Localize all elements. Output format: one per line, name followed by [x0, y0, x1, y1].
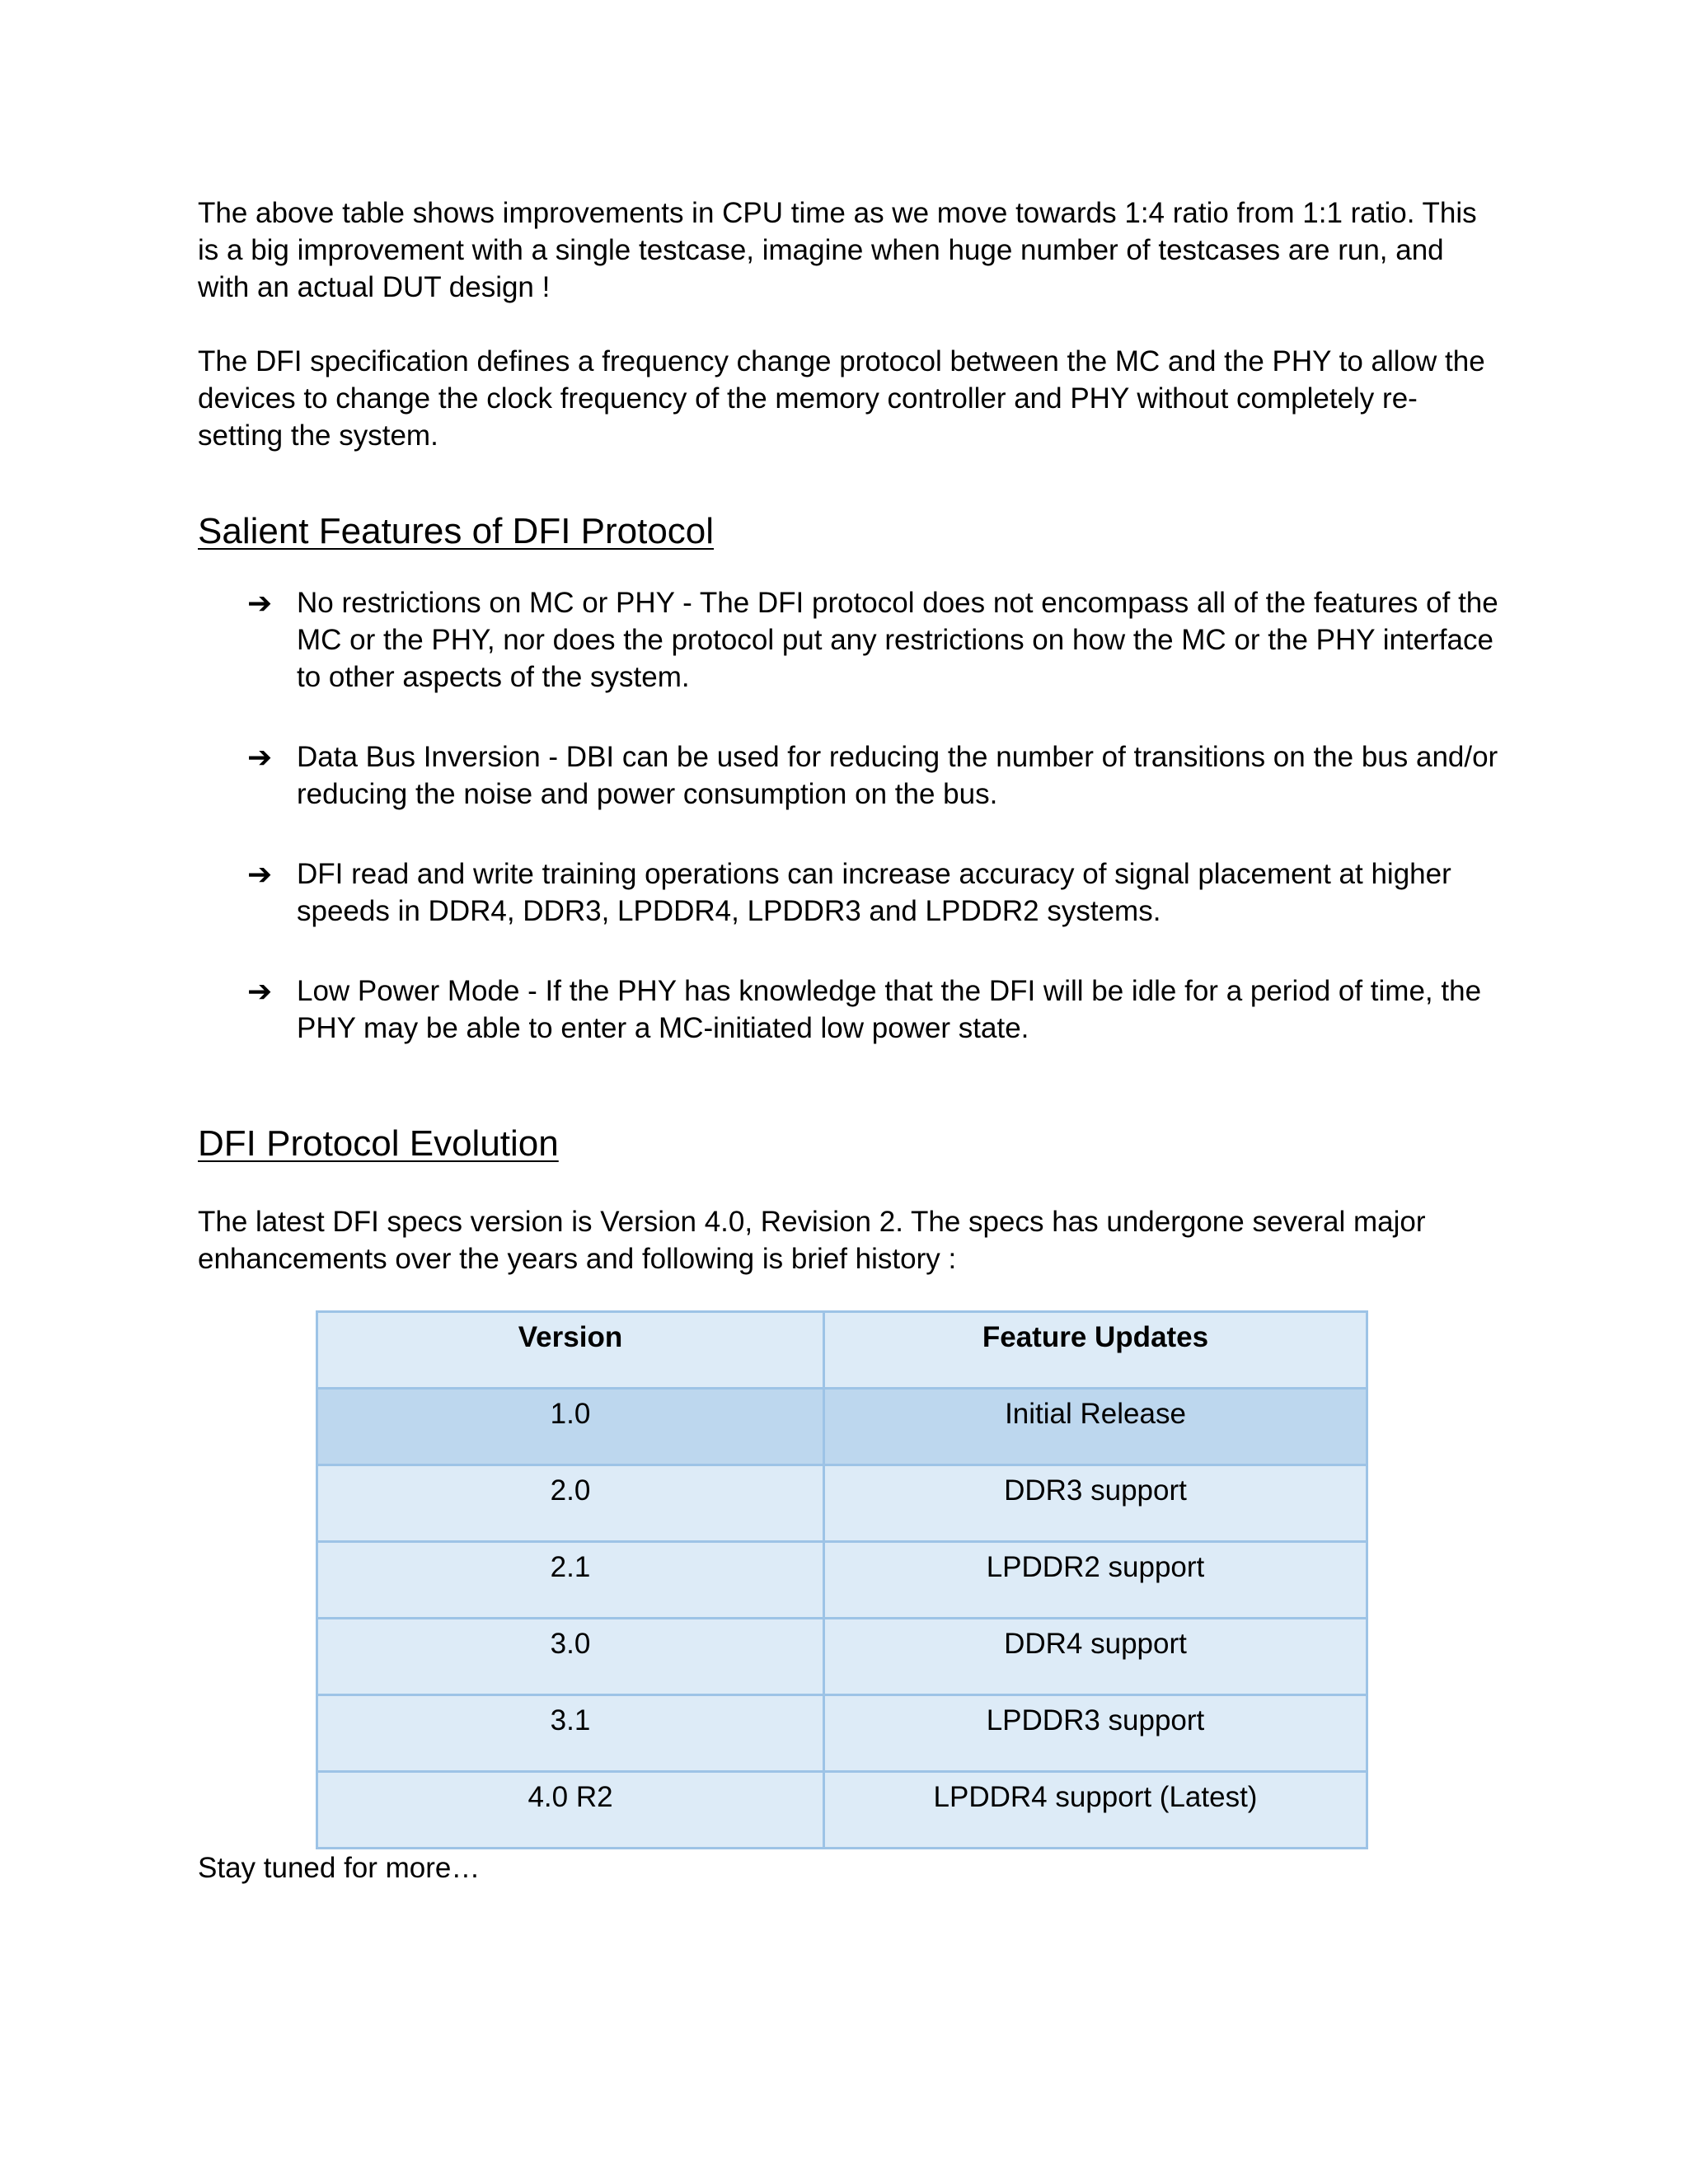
- feature-text: Data Bus Inversion - DBI can be used for reducing the number of transitions on the bus and/or reducing the noise and power consumption on the bus.: [297, 741, 1498, 810]
- features-list: [198, 584, 1500, 1047]
- feature-cell: DDR3 support: [824, 1465, 1367, 1542]
- list-item: [247, 584, 1500, 696]
- feature-text: DFI read and write training operations can increase accuracy of signal placement at higher speeds in DDR4, DDR3, LPDDR4, LPDDR3 and LPDDR2 systems.: [297, 858, 1451, 927]
- feature-text: No restrictions on MC or PHY - The DFI protocol does not encompass all of the features of the MC or the PHY, nor does the protocol put any restrictions on how the MC or the PHY interface to other aspects of the system.: [297, 587, 1498, 693]
- table-row: [317, 1772, 1367, 1849]
- arrow-bullet-icon: ➔: [247, 974, 273, 1008]
- arrow-bullet-icon: ➔: [247, 740, 273, 774]
- arrow-bullet-icon: ➔: [247, 857, 273, 891]
- feature-cell: LPDDR3 support: [824, 1695, 1367, 1772]
- list-item: [247, 738, 1500, 813]
- version-cell: 2.0: [317, 1465, 824, 1542]
- version-cell: 2.1: [317, 1542, 824, 1619]
- version-cell: 1.0: [317, 1389, 824, 1465]
- closing-text: Stay tuned for more…: [198, 1852, 481, 1884]
- evolution-description: The latest DFI specs version is Version 4.0, Revision 2. The specs has undergone several major enhancements over the years and following is brief history :: [198, 1206, 1426, 1275]
- feature-cell: Initial Release: [824, 1389, 1367, 1465]
- evolution-heading: DFI Protocol Evolution: [198, 1123, 559, 1164]
- column-header-feature-updates: Feature Updates: [824, 1312, 1367, 1389]
- table-row: [317, 1465, 1367, 1542]
- feature-text: Low Power Mode - If the PHY has knowledge that the DFI will be idle for a period of time, the PHY may be able to enter a MC-initiated low power state.: [297, 975, 1482, 1044]
- version-cell: 3.1: [317, 1695, 824, 1772]
- table-row: [317, 1542, 1367, 1619]
- table-row: [317, 1389, 1367, 1465]
- intro-paragraph-1: The above table shows improvements in CPU time as we move towards 1:4 ratio from 1:1 ratio. This is a big improvement with a single testcase, imagine when huge number of testcases are run, and with an actual DUT design !: [198, 197, 1477, 303]
- document-page: [198, 194, 1500, 1886]
- arrow-bullet-icon: ➔: [247, 586, 273, 620]
- column-header-version: Version: [317, 1312, 824, 1389]
- intro-paragraph-2: The DFI specification defines a frequency change protocol between the MC and the PHY to allow the devices to change the clock frequency of the memory controller and PHY without completely re-setting the system.: [198, 345, 1485, 452]
- version-table-wrapper: [316, 1310, 1368, 1849]
- feature-cell: DDR4 support: [824, 1619, 1367, 1695]
- table-header-row: [317, 1312, 1367, 1389]
- feature-cell: LPDDR2 support: [824, 1542, 1367, 1619]
- salient-features-heading: Salient Features of DFI Protocol: [198, 511, 715, 551]
- version-cell: 4.0 R2: [317, 1772, 824, 1849]
- feature-cell: LPDDR4 support (Latest): [824, 1772, 1367, 1849]
- table-row: [317, 1695, 1367, 1772]
- table-row: [317, 1619, 1367, 1695]
- version-cell: 3.0: [317, 1619, 824, 1695]
- list-item: [247, 972, 1500, 1047]
- list-item: [247, 855, 1500, 930]
- version-history-table: [316, 1310, 1368, 1849]
